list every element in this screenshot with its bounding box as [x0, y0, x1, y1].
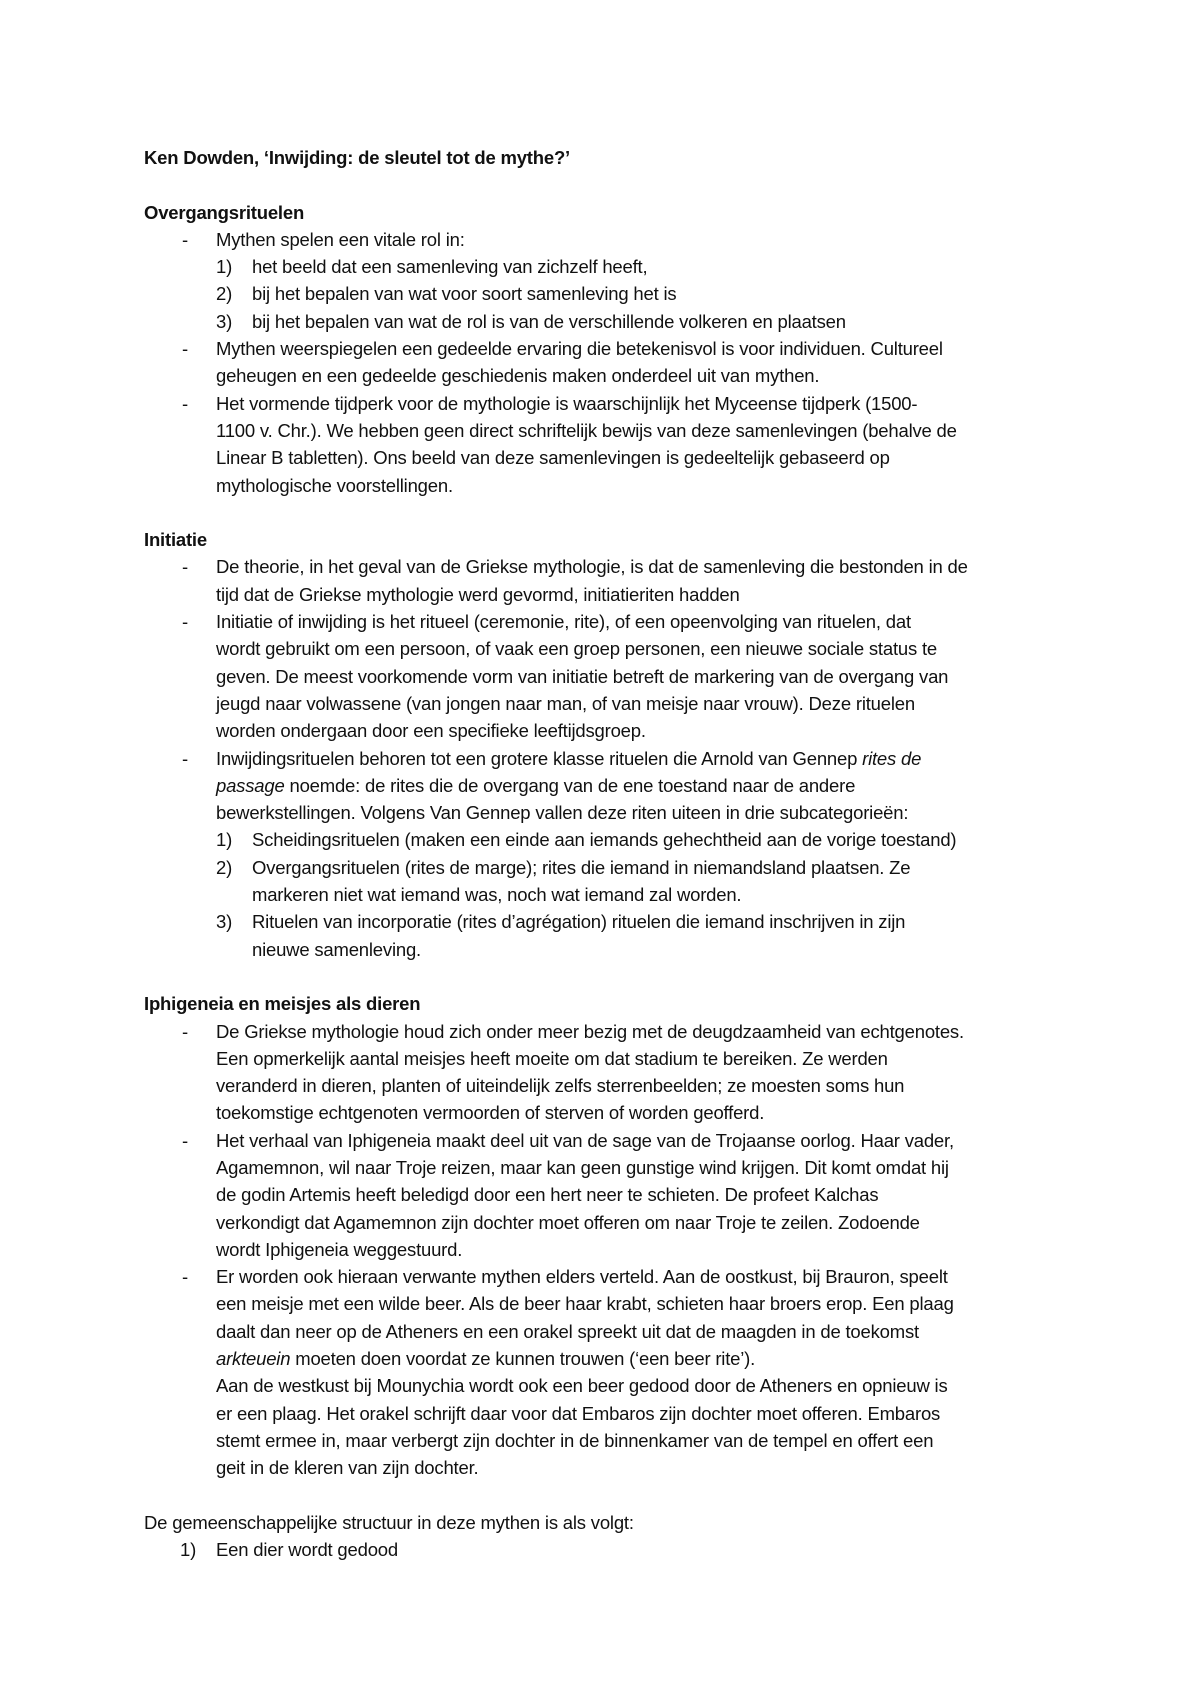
emphasis-text: arkteuein — [216, 1348, 291, 1370]
bullet-item — [144, 1127, 1064, 1263]
bullet-text-line: wordt gebruikt om een persoon, of vaak een groep personen, een nieuwe sociale status te — [216, 638, 938, 660]
bullet-text-line: De theorie, in het geval van de Griekse mythologie, is dat de samenleving die bestonden in de — [216, 556, 968, 578]
bullet-text-line — [216, 772, 1064, 799]
bullet-item — [144, 390, 1064, 499]
numbered-text: het beeld dat een samenleving van zichzelf heeft, — [252, 256, 648, 278]
bullet-text-line: veranderd in dieren, planten of uiteindelijk zelfs sterrenbeelden; ze moesten soms hun — [216, 1075, 905, 1097]
bullet-dash: - — [182, 228, 188, 250]
bullet-text-line: mythologische voorstellingen. — [216, 474, 453, 496]
structure-intro: De gemeenschappelijke structuur in deze mythen is als volgt: — [144, 1511, 634, 1533]
bullet-text-line: De Griekse mythologie houd zich onder meer bezig met de deugdzaamheid van echtgenotes. — [216, 1020, 964, 1042]
bullet-item — [144, 1263, 1064, 1481]
bullet-text-line: Agamemnon, wil naar Troje reizen, maar kan geen gunstige wind krijgen. Dit komt omdat hij — [216, 1156, 949, 1178]
number-marker: 1) — [216, 256, 233, 278]
bullet-text-line — [216, 1345, 1064, 1372]
section-heading-iphigeneia: Iphigeneia en meisjes als dieren — [144, 993, 421, 1015]
section-heading-initiatie: Initiatie — [144, 529, 207, 551]
bullet-text-line: de godin Artemis heeft beledigd door een hert neer te schieten. De profeet Kalchas — [216, 1184, 879, 1206]
numbered-item — [144, 908, 1064, 963]
bullet-text-line: er een plaag. Het orakel schrijft daar voor dat Embaros zijn dochter moet offeren. Embaros — [216, 1402, 941, 1424]
bullet-text-line: Initiatie of inwijding is het ritueel (ceremonie, rite), of een opeenvolging van rituelen, dat — [216, 611, 911, 633]
bullet-item — [144, 335, 1064, 390]
bullet-text-line: verkondigt dat Agamemnon zijn dochter moet offeren om naar Troje te zeilen. Zodoende — [216, 1211, 920, 1233]
bullet-dash: - — [182, 392, 188, 414]
spacer — [144, 1482, 1064, 1509]
bullet-dash: - — [182, 747, 188, 769]
bullet-text: Mythen spelen een vitale rol in: — [216, 228, 465, 250]
bullet-dash: - — [182, 611, 188, 633]
number-marker: 1) — [180, 1539, 197, 1561]
bullet-text-line — [216, 745, 1064, 772]
number-marker: 3) — [216, 310, 233, 332]
text-run: Inwijdingsrituelen behoren tot een grotere klasse rituelen die Arnold van Gennep — [216, 747, 863, 769]
numbered-text: Een dier wordt gedood — [216, 1539, 398, 1561]
number-marker: 3) — [216, 911, 233, 933]
bullet-item — [144, 745, 1064, 827]
bullet-text-line: Het verhaal van Iphigeneia maakt deel uit van de sage van de Trojaanse oorlog. Haar vader, — [216, 1129, 954, 1151]
numbered-item — [144, 308, 1064, 335]
numbered-text: nieuwe samenleving. — [252, 938, 421, 960]
bullet-item — [144, 553, 1064, 608]
numbered-text: Scheidingsrituelen (maken een einde aan iemands gehechtheid aan de vorige toestand) — [252, 829, 957, 851]
bullet-text-line: Een opmerkelijk aantal meisjes heeft moeite om dat stadium te bereiken. Ze werden — [216, 1047, 888, 1069]
numbered-item — [144, 854, 1064, 909]
spacer — [144, 171, 1064, 198]
bullet-dash: - — [182, 338, 188, 360]
bullet-dash: - — [182, 1020, 188, 1042]
numbered-text: bij het bepalen van wat voor soort samenleving het is — [252, 283, 677, 305]
bullet-text-line: geven. De meest voorkomende vorm van initiatie betreft de markering van de overgang van — [216, 665, 949, 687]
bullet-text-line: Linear B tabletten). Ons beeld van deze samenlevingen is gedeeltelijk gebaseerd op — [216, 447, 890, 469]
bullet-dash: - — [182, 1266, 188, 1288]
spacer — [144, 499, 1064, 526]
numbered-item — [144, 280, 1064, 307]
document-body — [144, 144, 1064, 1563]
bullet-text-line: worden ondergaan door een specifieke leeftijdsgroep. — [216, 720, 646, 742]
number-marker: 2) — [216, 856, 233, 878]
bullet-text-line: stemt ermee in, maar verbergt zijn dochter in de binnenkamer van de tempel en offert een — [216, 1429, 934, 1451]
numbered-item — [144, 826, 1064, 853]
numbered-item — [144, 1536, 1064, 1563]
spacer — [144, 963, 1064, 990]
bullet-item — [144, 226, 1064, 253]
emphasis-text: passage — [216, 774, 285, 796]
bullet-dash: - — [182, 1129, 188, 1151]
number-marker: 1) — [216, 829, 233, 851]
bullet-text-line: geit in de kleren van zijn dochter. — [216, 1457, 479, 1479]
bullet-text-line: jeugd naar volwassene (van jongen naar man, of van meisje naar vrouw). Deze rituelen — [216, 692, 915, 714]
bullet-text-line: een meisje met een wilde beer. Als de beer haar krabt, schieten haar broers erop. Een plaag — [216, 1293, 954, 1315]
bullet-text-line: daalt dan neer op de Atheners en een orakel spreekt uit dat de maagden in de toekomst — [216, 1320, 919, 1342]
section-heading-overgangsrituelen: Overgangsrituelen — [144, 201, 305, 223]
bullet-text-line: toekomstige echtgenoten vermoorden of sterven of worden geofferd. — [216, 1102, 765, 1124]
number-marker: 2) — [216, 283, 233, 305]
emphasis-text: rites de — [862, 747, 922, 769]
text-run: moeten doen voordat ze kunnen trouwen (‘een beer rite’). — [290, 1348, 756, 1370]
bullet-text-line: Aan de westkust bij Mounychia wordt ook een beer gedood door de Atheners en opnieuw is — [216, 1375, 948, 1397]
bullet-text-line: wordt Iphigeneia weggestuurd. — [216, 1238, 463, 1260]
numbered-text: bij het bepalen van wat de rol is van de verschillende volkeren en plaatsen — [252, 310, 846, 332]
bullet-dash: - — [182, 556, 188, 578]
bullet-text-line: Het vormende tijdperk voor de mythologie is waarschijnlijk het Myceense tijdperk (1500- — [216, 392, 918, 414]
bullet-text-line: geheugen en een gedeelde geschiedenis maken onderdeel uit van mythen. — [216, 365, 820, 387]
text-run: noemde: de rites die de overgang van de ene toestand naar de andere — [284, 774, 856, 796]
document-title: Ken Dowden, ‘Inwijding: de sleutel tot de mythe?’ — [144, 147, 570, 168]
numbered-item — [144, 253, 1064, 280]
bullet-text-line: 1100 v. Chr.). We hebben geen direct schriftelijk bewijs van deze samenlevingen (behalve de — [216, 419, 957, 441]
bullet-text-line: bewerkstellingen. Volgens Van Gennep vallen deze riten uiteen in drie subcategorieën: — [216, 802, 909, 824]
numbered-text: Rituelen van incorporatie (rites d’agrégation) rituelen die iemand inschrijven in zijn — [252, 911, 906, 933]
numbered-text: markeren niet wat iemand was, noch wat iemand zal worden. — [252, 884, 742, 906]
bullet-item — [144, 608, 1064, 744]
bullet-text-line: Mythen weerspiegelen een gedeelde ervaring die betekenisvol is voor individuen. Cultureel — [216, 338, 943, 360]
bullet-item — [144, 1018, 1064, 1127]
numbered-text: Overgangsrituelen (rites de marge); rites die iemand in niemandsland plaatsen. Ze — [252, 856, 911, 878]
bullet-text-line: tijd dat de Griekse mythologie werd gevormd, initiatieriten hadden — [216, 583, 740, 605]
bullet-text-line: Er worden ook hieraan verwante mythen elders verteld. Aan de oostkust, bij Brauron, speelt — [216, 1266, 948, 1288]
